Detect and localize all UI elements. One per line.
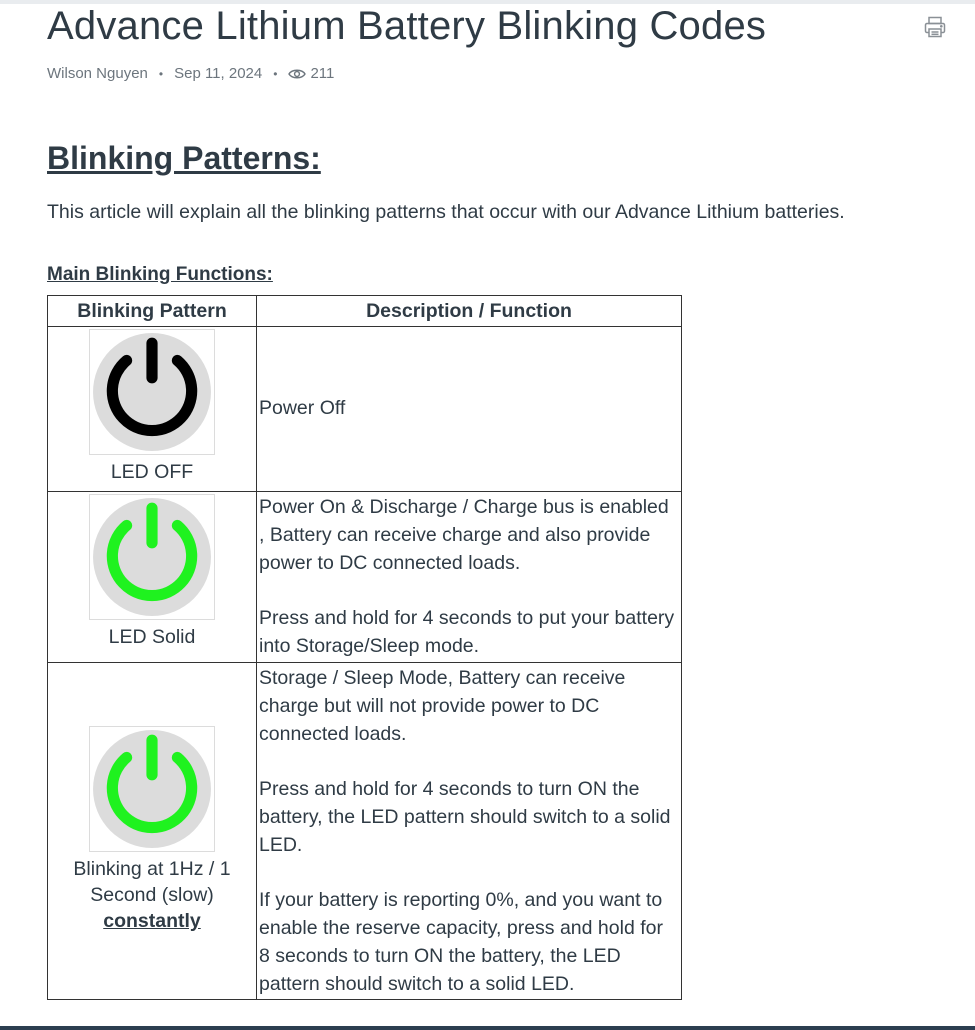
power-icon	[89, 494, 215, 620]
article-meta	[47, 65, 334, 82]
description-text: Power On & Discharge / Charge bus is enabled , Battery can receive charge and also provide power to DC connected loads.	[259, 496, 669, 574]
description-text: Press and hold for 4 seconds to turn ON the battery, the LED pattern should switch to a solid LED.	[259, 778, 671, 856]
description-cell	[257, 663, 682, 1000]
column-header: Description / Function	[257, 296, 682, 327]
meta-separator: •	[158, 66, 164, 81]
pattern-label: LED OFF	[110, 461, 194, 483]
view-count	[288, 65, 334, 82]
print-icon[interactable]	[923, 15, 947, 39]
pattern-label: LED Solid	[108, 626, 196, 648]
section-heading: Blinking Patterns:	[47, 140, 321, 176]
power-icon	[89, 329, 215, 455]
eye-icon	[288, 68, 306, 80]
intro-text: This article will explain all the blinking patterns that occur with our Advance Lithium batteries.	[47, 201, 845, 223]
power-icon	[89, 726, 215, 852]
view-count-value: 211	[310, 65, 335, 82]
description-text: If your battery is reporting 0%, and you want to enable the reserve capacity, press and hold for 8 seconds to turn ON the battery, the LED pattern should switch to a solid LED.	[259, 889, 663, 995]
description-cell	[257, 327, 682, 492]
subheading: Main Blinking Functions:	[47, 264, 273, 285]
pattern-label	[48, 856, 256, 938]
pattern-label-emphasis: constantly	[103, 909, 201, 932]
description-text: Storage / Sleep Mode, Battery can receive charge but will not provide power to DC connected loads.	[259, 667, 626, 745]
description-cell	[257, 492, 682, 663]
table-row	[48, 327, 682, 492]
pattern-cell	[48, 492, 257, 663]
column-header: Blinking Pattern	[48, 296, 257, 327]
description-text: Power Off	[259, 397, 346, 420]
author-name[interactable]: Wilson Nguyen	[47, 65, 148, 82]
meta-separator: •	[273, 66, 278, 81]
publish-date: Sep 11, 2024	[174, 65, 263, 82]
pattern-label-text: Blinking at 1Hz / 1 Second (slow)	[73, 857, 231, 906]
bottom-bar	[0, 1026, 975, 1030]
pattern-cell	[48, 327, 257, 492]
table-header-row	[48, 296, 682, 327]
article-title: Advance Lithium Battery Blinking Codes	[47, 4, 767, 48]
blinking-codes-table	[47, 295, 682, 1000]
table-row	[48, 492, 682, 663]
description-text: Press and hold for 4 seconds to put your battery into Storage/Sleep mode.	[259, 607, 675, 657]
table-row	[48, 663, 682, 1000]
pattern-cell	[48, 663, 257, 1000]
